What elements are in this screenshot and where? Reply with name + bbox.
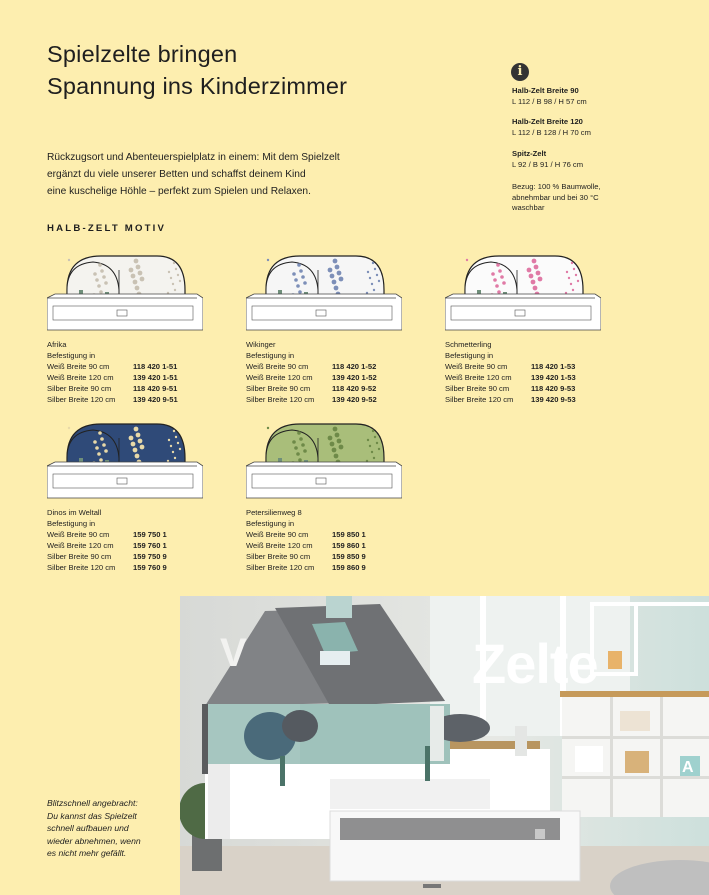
variant-label: Silber Breite 120 cm [246,395,315,404]
variant-label: Weiß Breite 120 cm [246,541,313,550]
variant-label: Silber Breite 90 cm [47,552,112,561]
spec-name: Spitz-Zelt [512,149,547,158]
variant-label: Silber Breite 90 cm [445,384,510,393]
intro-text [47,149,407,200]
variant-label: Weiß Breite 120 cm [47,373,114,382]
variant-row [246,562,366,573]
variant-label: Weiß Breite 90 cm [47,362,110,371]
article-number: 139 420 1-53 [531,373,576,382]
photo-overlay-title: Zelte [472,632,598,695]
variant-row [47,529,167,540]
article-number: 159 850 1 [332,530,366,539]
variant-label: Weiß Breite 120 cm [246,373,313,382]
article-number: 159 850 9 [332,552,366,561]
intro-line-1: Rückzugsort und Abenteuerspielplatz in einem: Mit dem Spielzelt [47,152,340,163]
caption-line-5: es nicht mehr gefällt. [47,848,127,858]
article-number: 118 420 9-52 [332,384,377,393]
variant-row [47,372,178,383]
variant-row [246,540,366,551]
product-dinos-im-weltall [47,507,167,573]
variant-row [246,372,377,383]
bedroom-illustration [180,596,709,895]
tent-illustration [47,250,203,340]
variant-label: Silber Breite 90 cm [246,384,311,393]
variant-row [246,383,377,394]
article-number: 139 420 1-52 [332,373,377,382]
section-title: HALB-ZELT MOTIV [47,223,167,234]
article-number: 139 420 9-52 [332,395,377,404]
page-title [47,38,347,102]
info-icon: i [511,63,529,81]
page-title-line-2: Spannung ins Kinderzimmer [47,73,348,99]
variant-label: Silber Breite 120 cm [445,395,514,404]
variant-row [246,394,377,405]
product-mount-label: Befestigung in [445,351,494,360]
svg-text:A: A [682,759,694,776]
tent-illustration [246,250,402,340]
article-number: 118 420 9-51 [133,384,178,393]
caption-line-1: Blitzschnell angebracht: [47,798,138,808]
variant-label: Weiß Breite 90 cm [246,530,309,539]
spec-name: Halb-Zelt Breite 90 [512,86,579,95]
product-wikinger [246,339,377,405]
intro-line-2: ergänzt du viele unserer Betten und schaffst deinem Kind [47,169,306,180]
article-number: 118 420 1-51 [133,362,178,371]
product-image-afrika [47,250,203,340]
variant-row [47,394,178,405]
spec-halb-zelt-90 [512,85,587,107]
photo-caption [47,797,167,860]
spec-dims: L 112 / B 98 / H 57 cm [512,97,587,106]
article-number: 159 750 1 [133,530,167,539]
variant-row [47,361,178,372]
product-mount-label: Befestigung in [246,519,295,528]
product-name: Schmetterling [445,340,492,349]
variant-label: Silber Breite 120 cm [47,395,116,404]
variant-label: Weiß Breite 120 cm [445,373,512,382]
article-number: 159 860 1 [332,541,366,550]
product-petersilienweg-8 [246,507,366,573]
variant-row [47,562,167,573]
article-number: 118 420 1-52 [332,362,377,371]
bedroom-photo [180,596,709,895]
svg-text:V: V [220,631,247,675]
product-image-petersilienweg-8 [246,418,402,508]
product-mount-label: Befestigung in [47,351,96,360]
article-number: 159 860 9 [332,563,366,572]
variant-label: Silber Breite 90 cm [246,552,311,561]
variant-row [47,383,178,394]
article-number: 118 420 1-53 [531,362,576,371]
variant-row [445,361,576,372]
product-name: Petersilienweg 8 [246,508,302,517]
variant-row [246,529,366,540]
product-name: Afrika [47,340,67,349]
variant-row [445,383,576,394]
article-number: 139 420 1-51 [133,373,178,382]
caption-line-2: Du kannst das Spielzelt [47,810,137,821]
product-schmetterling [445,339,576,405]
variant-row [47,551,167,562]
article-number: 139 420 9-53 [531,395,576,404]
variant-label: Silber Breite 120 cm [47,563,116,572]
variant-row [445,394,576,405]
article-number: 159 750 9 [133,552,167,561]
article-number: 159 760 9 [133,563,167,572]
variant-row [47,540,167,551]
product-mount-label: Befestigung in [47,519,96,528]
variant-label: Silber Breite 90 cm [47,384,112,393]
variant-row [246,551,366,562]
page-title-line-1: Spielzelte bringen [47,41,238,67]
tent-illustration [445,250,601,340]
tent-illustration [246,418,402,508]
caption-line-4: wieder abnehmen, wenn [47,835,141,846]
spec-spitz-zelt [512,148,583,170]
variant-label: Silber Breite 120 cm [246,563,315,572]
product-image-dinos-im-weltall [47,418,203,508]
product-name: Dinos im Weltall [47,508,102,517]
caption-line-3: schnell aufbauen und [47,823,129,833]
variant-label: Weiß Breite 120 cm [47,541,114,550]
article-number: 139 420 9-51 [133,395,178,404]
article-number: 118 420 9-53 [531,384,576,393]
product-image-wikinger [246,250,402,340]
variant-row [445,372,576,383]
spec-halb-zelt-120 [512,116,591,138]
variant-label: Weiß Breite 90 cm [246,362,309,371]
intro-line-3: eine kuschelige Höhle – perfekt zum Spielen und Relaxen. [47,186,311,197]
variant-label: Weiß Breite 90 cm [445,362,508,371]
spec-name: Halb-Zelt Breite 120 [512,117,583,126]
tent-illustration [47,418,203,508]
product-image-schmetterling [445,250,601,340]
variant-row [246,361,377,372]
product-mount-label: Befestigung in [246,351,295,360]
article-number: 159 760 1 [133,541,167,550]
spec-dims: L 112 / B 128 / H 70 cm [512,128,591,137]
variant-label: Weiß Breite 90 cm [47,530,110,539]
product-afrika [47,339,178,405]
spec-dims: L 92 / B 91 / H 76 cm [512,160,584,169]
product-name: Wikinger [246,340,276,349]
fabric-note: Bezug: 100 % Baumwolle, abnehmbar und bei 30 °C waschbar [512,182,601,212]
